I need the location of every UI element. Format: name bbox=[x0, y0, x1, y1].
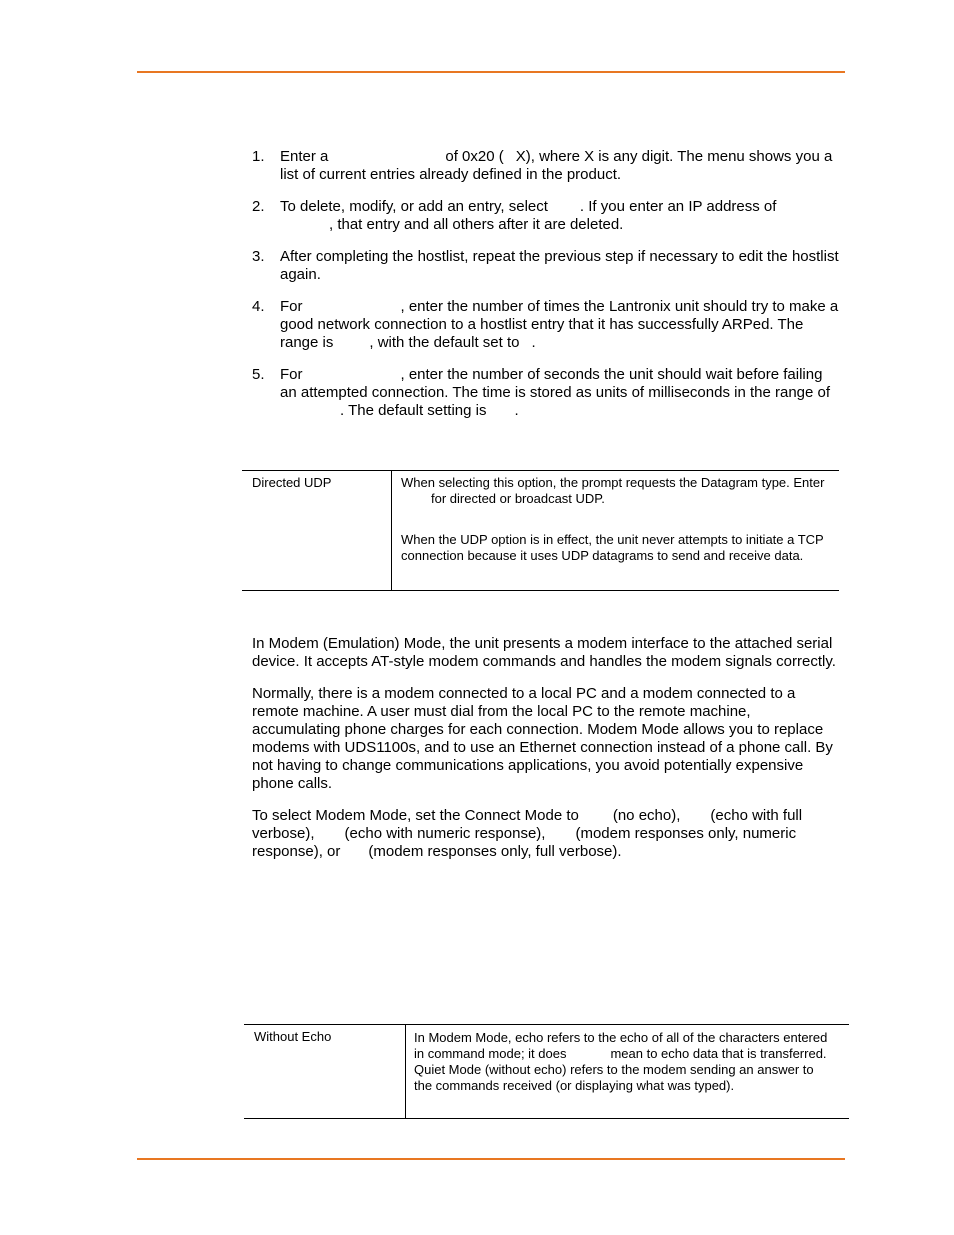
step-number: 1. bbox=[252, 148, 265, 165]
step-number: 5. bbox=[252, 366, 265, 383]
step-number: 4. bbox=[252, 298, 265, 315]
step-3 bbox=[252, 248, 842, 284]
desc-text: mean to echo data that is transferred. Quiet Mode (without echo) refers to the modem sending an answer to the commands received (or displaying what was typed). bbox=[414, 1046, 827, 1093]
step-text: , enter the number of times the Lantronix unit should try to make a good network connection to a hostlist entry that it has successfully ARPed. The range is bbox=[280, 298, 839, 351]
step-number: 3. bbox=[252, 248, 265, 265]
step-text: For bbox=[280, 366, 303, 383]
desc-text: When selecting this option, the prompt requests the Datagram type. Enter bbox=[401, 475, 825, 490]
desc-text: In Modem Mode, echo refers to the echo of all of the characters entered in command mode; it does bbox=[414, 1030, 828, 1061]
paragraph bbox=[252, 807, 842, 861]
step-number: 2. bbox=[252, 198, 265, 215]
step-text: , enter the number of seconds the unit should wait before failing an attempted connection. The time is stored as units of milliseconds in the range of bbox=[280, 366, 831, 401]
step-text: , with the default set to bbox=[369, 334, 520, 351]
desc-text: for directed or broadcast UDP. bbox=[431, 491, 605, 506]
desc-text: When the UDP option is in effect, the unit never attempts to initiate a TCP connection because it uses UDP datagrams to send and receive data. bbox=[401, 532, 824, 563]
paragraph: In Modem (Emulation) Mode, the unit presents a modem interface to the attached serial device. It accepts AT-style modem commands and handles the modem signals correctly. bbox=[252, 635, 836, 670]
step-text: For bbox=[280, 298, 303, 315]
step-text: To delete, modify, or add an entry, select bbox=[280, 198, 548, 215]
step-text: , that entry and all others after it are deleted. bbox=[329, 216, 624, 233]
option-label: Directed UDP bbox=[242, 471, 392, 591]
table-row bbox=[244, 1025, 849, 1119]
step-1 bbox=[252, 148, 842, 184]
step-text: of 0x20 ( bbox=[445, 148, 504, 165]
para-text: (echo with full verbose), bbox=[252, 807, 803, 842]
para-text: (no echo), bbox=[612, 807, 681, 824]
step-text: X), where X is any digit. The menu shows you a list of current entries already defined in the product. bbox=[280, 148, 833, 183]
option-description bbox=[392, 471, 840, 591]
step-4 bbox=[252, 298, 842, 352]
step-2 bbox=[252, 198, 842, 234]
option-description bbox=[406, 1025, 850, 1119]
para-text: (modem responses only, numeric response), or bbox=[252, 825, 797, 860]
option-label: Without Echo bbox=[244, 1025, 406, 1119]
para-text: (echo with numeric response), bbox=[344, 825, 546, 842]
step-text: . bbox=[531, 334, 536, 351]
footer-rule bbox=[137, 1158, 845, 1160]
step-text: After completing the hostlist, repeat the previous step if necessary to edit the hostlist again. bbox=[280, 248, 839, 283]
step-text: . bbox=[514, 402, 519, 419]
step-text: Enter a bbox=[280, 148, 329, 165]
step-text: . The default setting is bbox=[340, 402, 487, 419]
table-row bbox=[242, 471, 839, 591]
without-echo-table bbox=[244, 1024, 849, 1119]
para-text: (modem responses only, full verbose). bbox=[368, 843, 622, 860]
hostlist-steps bbox=[252, 148, 842, 434]
para-text: To select Modem Mode, set the Connect Mode to bbox=[252, 807, 579, 824]
directed-udp-table bbox=[242, 470, 839, 591]
step-text: . If you enter an IP address of bbox=[579, 198, 777, 215]
header-rule bbox=[137, 71, 845, 73]
step-5 bbox=[252, 366, 842, 420]
modem-mode-section bbox=[252, 635, 842, 875]
paragraph: Normally, there is a modem connected to a local PC and a modem connected to a remote machine. A user must dial from the local PC to the remote machine, accumulating phone charges for each connection. Modem Mode allows you to replace modems with UDS1100s, and to use an Ethernet connection instead of a phone call. By not having to change communications applications, you avoid potentially expensive phone calls. bbox=[252, 685, 833, 792]
